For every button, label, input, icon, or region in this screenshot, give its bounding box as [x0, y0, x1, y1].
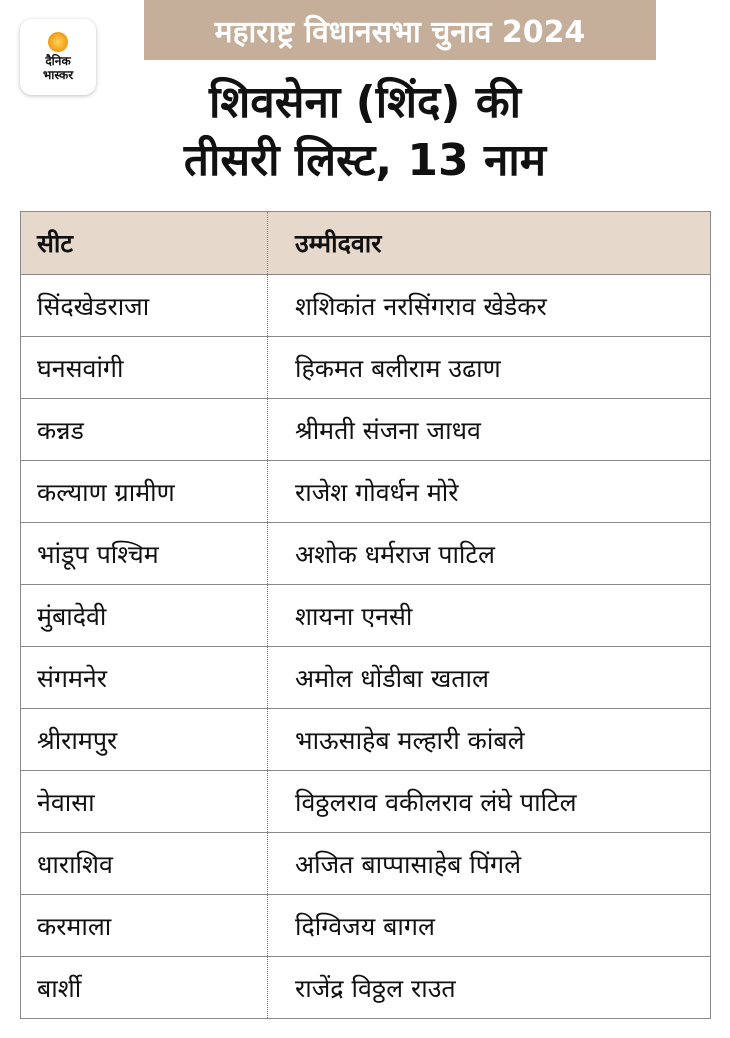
table-row: [21, 957, 711, 1019]
dainik-bhaskar-logo: [20, 19, 96, 95]
table-row: [21, 647, 711, 709]
page-title: [110, 74, 620, 190]
candidate-cell: राजेंद्र विठ्ठल राउत: [268, 957, 711, 1019]
seat-cell: भांडूप पश्चिम: [21, 523, 268, 585]
seat-cell: सिंदखेडराजा: [21, 275, 268, 337]
candidate-cell: श्रीमती संजना जाधव: [268, 399, 711, 461]
election-banner: महाराष्ट्र विधानसभा चुनाव 2024: [144, 0, 656, 60]
candidate-table: [20, 211, 711, 1019]
table-header-row: [21, 212, 711, 275]
candidate-cell: अजित बाप्पासाहेब पिंगले: [268, 833, 711, 895]
table-row: [21, 399, 711, 461]
sun-icon: [48, 32, 68, 52]
table-row: [21, 771, 711, 833]
seat-cell: धाराशिव: [21, 833, 268, 895]
candidate-cell: शायना एनसी: [268, 585, 711, 647]
seat-cell: कन्नड: [21, 399, 268, 461]
table-row: [21, 275, 711, 337]
table-row: [21, 585, 711, 647]
logo-line-1: दैनिक: [45, 54, 71, 68]
table-row: [21, 337, 711, 399]
candidate-cell: राजेश गोवर्धन मोरे: [268, 461, 711, 523]
candidate-cell: भाऊसाहेब मल्हारी कांबले: [268, 709, 711, 771]
logo-line-2: भास्कर: [42, 68, 74, 82]
candidate-cell: अमोल धोंडीबा खताल: [268, 647, 711, 709]
header-seat: सीट: [21, 212, 268, 275]
seat-cell: घनसवांगी: [21, 337, 268, 399]
seat-cell: बार्शी: [21, 957, 268, 1019]
title-line-1: शिवसेना (शिंद) की: [208, 77, 522, 128]
table-row: [21, 833, 711, 895]
candidate-cell: अशोक धर्मराज पाटिल: [268, 523, 711, 585]
table-row: [21, 895, 711, 957]
table-row: [21, 709, 711, 771]
seat-cell: नेवासा: [21, 771, 268, 833]
title-line-2: तीसरी लिस्ट, 13 नाम: [183, 135, 547, 186]
seat-cell: संगमनेर: [21, 647, 268, 709]
header-candidate: उम्मीदवार: [268, 212, 711, 275]
candidate-cell: हिकमत बलीराम उढाण: [268, 337, 711, 399]
seat-cell: कल्याण ग्रामीण: [21, 461, 268, 523]
table-row: [21, 523, 711, 585]
candidate-cell: विठ्ठलराव वकीलराव लंघे पाटिल: [268, 771, 711, 833]
table-row: [21, 461, 711, 523]
candidate-cell: दिग्विजय बागल: [268, 895, 711, 957]
seat-cell: मुंबादेवी: [21, 585, 268, 647]
seat-cell: श्रीरामपुर: [21, 709, 268, 771]
candidate-cell: शशिकांत नरसिंगराव खेडेकर: [268, 275, 711, 337]
seat-cell: करमाला: [21, 895, 268, 957]
